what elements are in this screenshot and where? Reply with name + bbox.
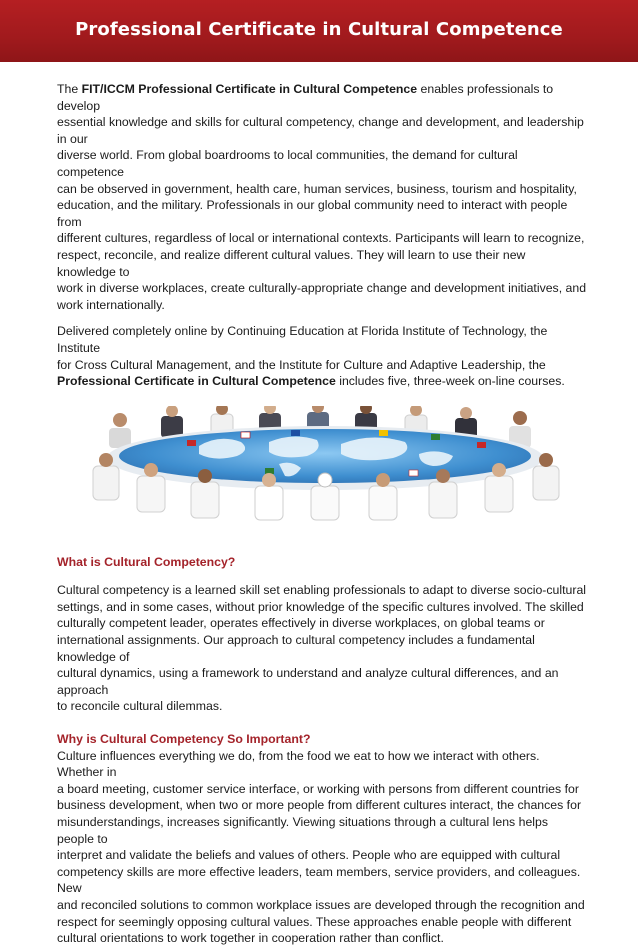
intro-strong: FIT/ICCM Professional Certificate in Cultural Competence [81,82,418,96]
delivery-paragraph: Delivered completely online by Continuing Education at Florida Institute of Technology, the Institute for Cross Cultural Management, and the Institute for Culture and Adaptive Leadership, the Professional Certificate in Cultural Competence includes five, three-week on-line courses. [57,324,565,389]
section-heading-what: What is Cultural Competency? [57,554,236,569]
section-heading-why: Why is Cultural Competency So Important? [57,732,311,747]
title-banner [0,0,638,62]
page-title: Professional Certificate in Cultural Competence [75,19,563,40]
intro-paragraph: The FIT/ICCM Professional Certificate in Cultural Competence enables professionals to develop essential knowledge and skills for cultural competency, change and development, and leadership in our diverse world. From global boardrooms to local communities, the demand for cultural competence can be observed in government, health care, human services, business, tourism and hospitality, education, and the military. Professionals in our global community need to interact with people from different cultures, regardless of local or international contexts. Participants will learn to recognize, respect, reconcile, and realize different cultural values. They will learn to use their new knowledge to work in diverse workplaces, create culturally-appropriate change and development initiatives, and work internationally. [57,82,587,312]
delivery-strong: Professional Certificate in Cultural Competence [57,374,336,389]
conference-table-image [79,406,571,522]
what-paragraph: Cultural competency is a learned skill set enabling professionals to adapt to diverse socio-cultural settings, and in some cases, without prior knowledge of the specific cultures involved. The skilled culturally competent leader, operates effectively in diverse workplaces, on global teams or international assignments. Our approach to cultural competency includes a fundamental knowledge of cultural dynamics, using a framework to understand and analyze cultural differences, and an approach to reconcile cultural dilemmas. [57,583,587,714]
why-paragraph: Culture influences everything we do, from the food we eat to how we interact with others. Whether in a board meeting, customer service interface, or working with persons from different countries for business development, when two or more people from different cultures interact, the chances for misunderstandings, increases significantly. Viewing situations through a cultural lens helps people to interpret and validate the beliefs and values of others. People who are equipped with cultural competency skills are more effective leaders, team members, service providers, and colleagues. New and reconciled solutions to common workplace issues are developed through the recognition and respect for seemingly opposing cultural values. These approaches enable people with different cultural orientations to work together in cooperation rather than conflict. [57,748,585,946]
meeting-illustration [79,406,571,522]
document-body [57,81,587,947]
